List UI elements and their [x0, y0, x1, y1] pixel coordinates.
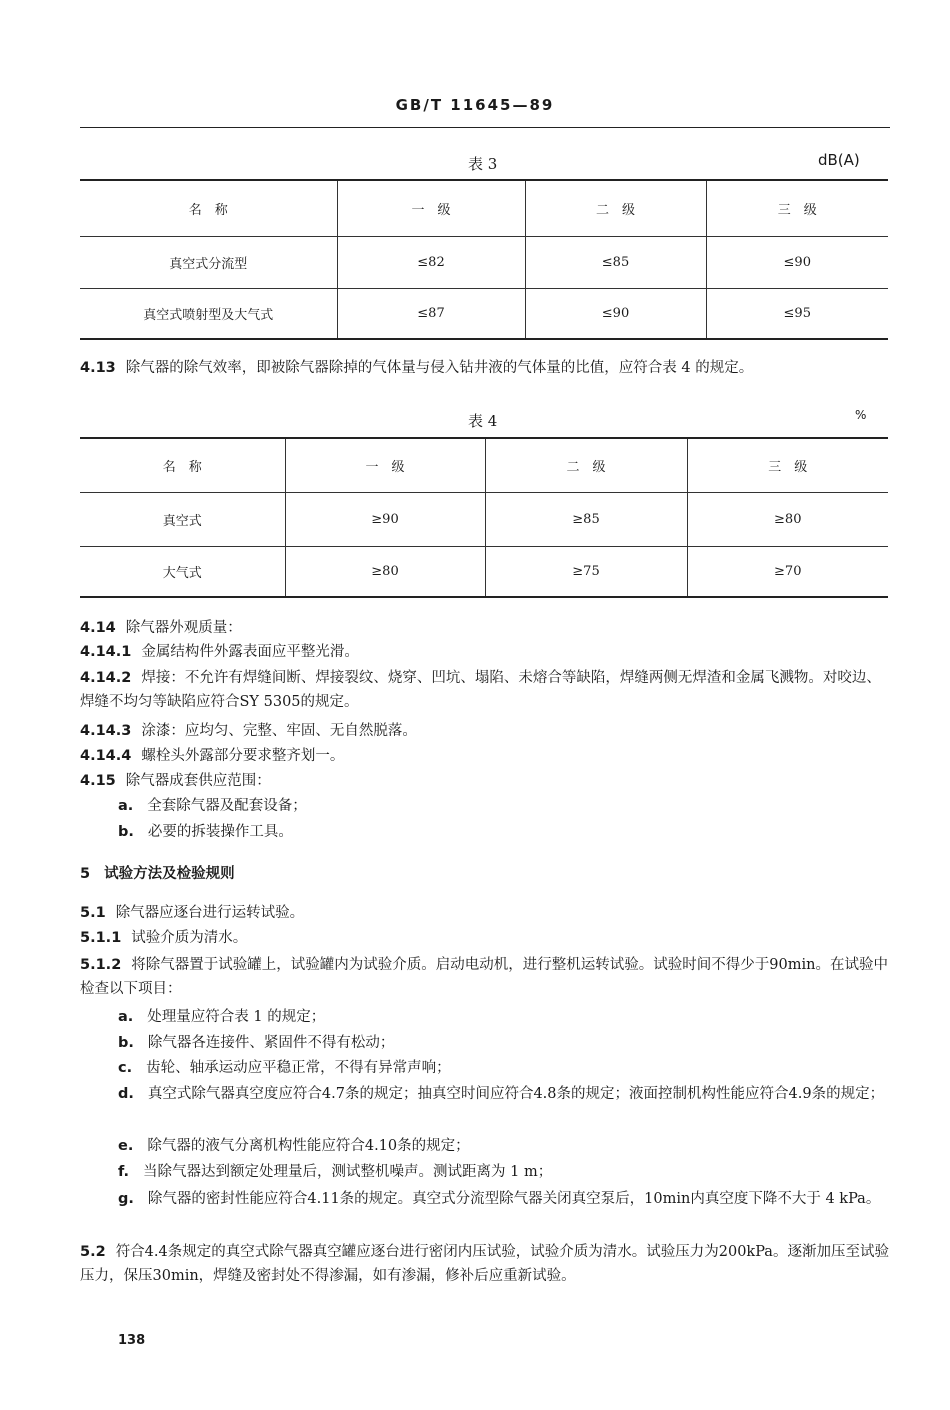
clause-number: 4.14 [80, 620, 116, 636]
clause-4-14-3 [80, 719, 895, 743]
list-marker: e. [118, 1138, 134, 1154]
clause-4-14-2 [80, 666, 895, 714]
list-item [118, 1160, 895, 1184]
table4-header-row [80, 438, 888, 492]
list-item [118, 1005, 895, 1029]
table-cell: 真空式 [80, 492, 285, 546]
clause-number: 4.13 [80, 360, 116, 376]
clause-5-1-1 [80, 926, 895, 950]
list-marker: c. [118, 1060, 133, 1076]
list-text: 处理量应符合表 1 的规定； [147, 1009, 326, 1025]
table4-unit: % [855, 408, 867, 422]
list-text: 除气器的密封性能应符合4.11条的规定。真空式分流型除气器关闭真空泵后，10min内真空度下降不大于 4 kPa。 [147, 1191, 881, 1207]
table-cell: ≤82 [337, 236, 525, 288]
clause-text: 试验介质为清水。 [131, 930, 248, 946]
table4-header-cell: 二 级 [485, 438, 687, 492]
table-cell: ≥90 [285, 492, 485, 546]
list-text: 真空式除气器真空度应符合4.7条的规定；抽真空时间应符合4.8条的规定；液面控制机构性能应符合4.9条的规定； [147, 1086, 885, 1102]
header-rule [80, 127, 890, 128]
table-cell: 真空式分流型 [80, 236, 337, 288]
table-cell: ≥75 [485, 546, 687, 597]
section-title: 试验方法及检验规则 [104, 865, 235, 882]
clause-number: 4.14.4 [80, 748, 132, 764]
list-text: 齿轮、轴承运动应平稳正常，不得有异常声响； [146, 1060, 451, 1076]
clause-5-1 [80, 901, 895, 925]
clause-text: 除气器成套供应范围： [125, 773, 271, 789]
table4-header-cell: 一 级 [285, 438, 485, 492]
clause-number: 5.1.1 [80, 930, 122, 946]
list-item [80, 1187, 895, 1211]
table-cell: ≥85 [485, 492, 687, 546]
clause-number: 4.15 [80, 773, 116, 789]
list-marker: a. [118, 798, 134, 814]
clause-4-14 [80, 616, 895, 640]
list-marker: g. [118, 1191, 134, 1207]
standard-code: GB/T 11645—89 [395, 96, 555, 114]
clause-4-13 [80, 356, 895, 380]
table4-caption: 表 4 [468, 412, 498, 430]
table3-header-row [80, 180, 888, 236]
clause-number: 5.2 [80, 1244, 106, 1260]
list-item [118, 1134, 895, 1158]
table-cell: ≥70 [687, 546, 888, 597]
clause-number: 5.1.2 [80, 957, 122, 973]
clause-text: 涂漆：应均匀、完整、牢固、无自然脱落。 [141, 723, 417, 739]
table3-header-cell: 三 级 [706, 180, 888, 236]
list-marker: a. [118, 1009, 134, 1025]
table3 [80, 179, 888, 340]
section-number: 5 [80, 866, 91, 882]
table-cell: ≥80 [687, 492, 888, 546]
clause-4-15 [80, 769, 895, 793]
table3-caption: 表 3 [468, 155, 498, 173]
clause-text: 金属结构件外露表面应平整光滑。 [141, 644, 359, 660]
table-cell: ≥80 [285, 546, 485, 597]
table-cell: ≤90 [525, 288, 706, 339]
list-item [118, 820, 895, 844]
clause-text: 将除气器置于试验罐上，试验罐内为试验介质。启动电动机，进行整机运转试验。试验时间不得少于90min。在试验中检查以下项目： [80, 957, 888, 997]
clause-text: 螺栓头外露部分要求整齐划一。 [141, 748, 345, 764]
clause-number: 4.14.3 [80, 723, 132, 739]
list-item [118, 1031, 895, 1055]
table-row [80, 492, 888, 546]
clause-text: 除气器外观质量： [125, 620, 242, 636]
table3-header-cell: 二 级 [525, 180, 706, 236]
clause-text: 除气器的除气效率，即被除气器除掉的气体量与侵入钻井液的气体量的比值，应符合表 4 的规定。 [125, 360, 754, 376]
clause-4-14-4 [80, 744, 895, 768]
clause-text: 符合4.4条规定的真空式除气器真空罐应逐台进行密闭内压试验，试验介质为清水。试验压力为200kPa。逐渐加压至试验压力，保压30min，焊缝及密封处不得渗漏，如有渗漏，修补后应重新试验。 [80, 1244, 889, 1284]
table-cell: ≤87 [337, 288, 525, 339]
table4 [80, 437, 888, 598]
list-text: 必要的拆装操作工具。 [147, 824, 293, 840]
table-cell: 真空式喷射型及大气式 [80, 288, 337, 339]
clause-5-2 [80, 1240, 895, 1288]
list-item [80, 1082, 895, 1106]
list-item [118, 1056, 895, 1080]
table4-header-cell: 三 级 [687, 438, 888, 492]
table-row [80, 236, 888, 288]
list-marker: b. [118, 824, 134, 840]
clause-number: 4.14.1 [80, 644, 132, 660]
table3-header-cell: 名 称 [80, 180, 337, 236]
list-item [118, 794, 895, 818]
table-cell: ≤95 [706, 288, 888, 339]
clause-number: 4.14.2 [80, 670, 132, 686]
clause-5-1-2 [80, 953, 895, 1001]
list-text: 全套除气器及配套设备； [147, 798, 307, 814]
clause-number: 5.1 [80, 905, 106, 921]
table-cell: ≤90 [706, 236, 888, 288]
list-marker: d. [118, 1086, 134, 1102]
list-text: 除气器的液气分离机构性能应符合4.10条的规定； [147, 1138, 470, 1154]
table4-header-cell: 名 称 [80, 438, 285, 492]
table3-unit: dB(A) [818, 151, 860, 169]
clause-text: 除气器应逐台进行运转试验。 [115, 905, 305, 921]
section-5-heading [80, 862, 235, 883]
table-row [80, 546, 888, 597]
table3-header-cell: 一 级 [337, 180, 525, 236]
table-cell: ≤85 [525, 236, 706, 288]
clause-4-14-1 [80, 640, 895, 664]
list-text: 当除气器达到额定处理量后，测试整机噪声。测试距离为 1 m； [143, 1164, 553, 1180]
list-marker: f. [118, 1164, 130, 1180]
list-text: 除气器各连接件、紧固件不得有松动； [147, 1035, 395, 1051]
list-marker: b. [118, 1035, 134, 1051]
table-cell: 大气式 [80, 546, 285, 597]
page-number: 138 [118, 1333, 146, 1348]
table-row [80, 288, 888, 339]
clause-text: 焊接：不允许有焊缝间断、焊接裂纹、烧穿、凹坑、塌陷、未熔合等缺陷，焊缝两侧无焊渣和金属飞溅物。对咬边、焊缝不均匀等缺陷应符合SY 5305的规定。 [80, 670, 881, 710]
